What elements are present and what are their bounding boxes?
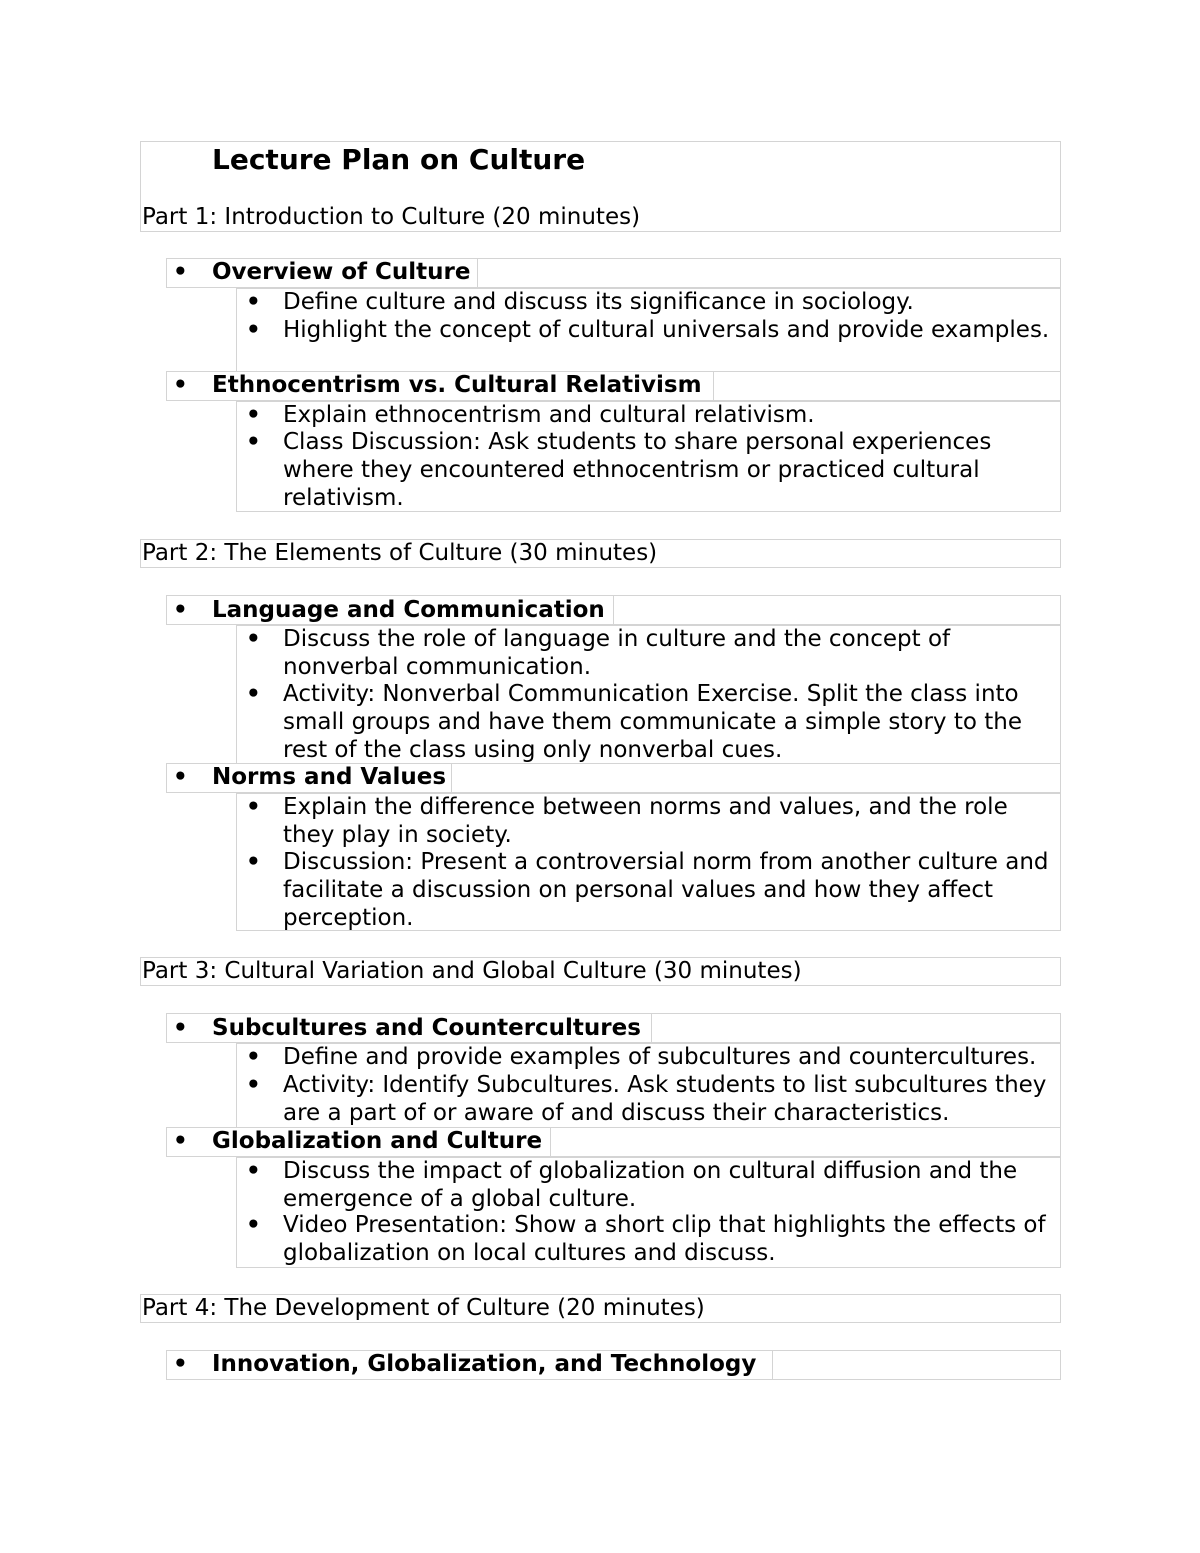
bullet-icon: • (173, 1128, 188, 1154)
bullet-icon: • (246, 681, 261, 707)
topic-label: Subcultures and Countercultures (212, 1015, 641, 1041)
topic-label: Language and Communication (212, 597, 605, 623)
part-heading-2: Part 2: The Elements of Culture (30 minutes) (142, 540, 658, 566)
bullet-icon: • (173, 372, 188, 398)
list-item: • Activity: Nonverbal Communication Exercise. Split the class into small groups and have them communicate a simple story to the rest of the class using only nonverbal cues. (246, 681, 1022, 763)
topic-label: Ethnocentrism vs. Cultural Relativism (212, 372, 702, 398)
list-item: • Discuss the impact of globalization on cultural diffusion and the emergence of a global culture. (246, 1158, 1018, 1212)
list-item: • Explain ethnocentrism and cultural relativism. (246, 402, 815, 428)
part-heading-4: Part 4: The Development of Culture (20 minutes) (142, 1295, 705, 1321)
topic-label: Overview of Culture (212, 259, 471, 285)
list-item: • Activity: Identify Subcultures. Ask students to list subcultures they are a part of or aware of and discuss their characteristics. (246, 1072, 1047, 1126)
part-heading-3: Part 3: Cultural Variation and Global Culture (30 minutes) (142, 958, 802, 984)
list-item: • Discussion: Present a controversial norm from another culture and facilitate a discussion on personal values and how they affect perception. (246, 849, 1049, 931)
bullet-icon: • (173, 1015, 188, 1041)
bullet-icon: • (246, 794, 261, 820)
bullet-icon: • (246, 626, 261, 652)
bullet-icon: • (173, 1351, 188, 1377)
list-item: • Explain the difference between norms and values, and the role they play in society. (246, 794, 1008, 848)
topic-label: Innovation, Globalization, and Technology (212, 1351, 757, 1377)
bullet-icon: • (246, 402, 261, 428)
part-heading-1: Part 1: Introduction to Culture (20 minutes) (142, 204, 641, 230)
list-item: • Video Presentation: Show a short clip that highlights the effects of globalization on local cultures and discuss. (246, 1212, 1046, 1266)
bullet-icon: • (246, 1044, 261, 1070)
page-title: Lecture Plan on Culture (212, 143, 586, 176)
bullet-icon: • (173, 764, 188, 790)
topic-label: Norms and Values (212, 764, 447, 790)
list-item: • Class Discussion: Ask students to share personal experiences where they encountered ethnocentrism or practiced cultural relativism. (246, 429, 992, 511)
bullet-icon: • (173, 597, 188, 623)
bullet-icon: • (246, 1212, 261, 1238)
topic-label: Globalization and Culture (212, 1128, 543, 1154)
bullet-icon: • (246, 317, 261, 343)
list-item: • Highlight the concept of cultural universals and provide examples. (246, 317, 1050, 343)
bullet-icon: • (246, 1158, 261, 1184)
list-item: • Discuss the role of language in culture and the concept of nonverbal communication. (246, 626, 951, 680)
bullet-icon: • (246, 289, 261, 315)
bullet-icon: • (246, 1072, 261, 1098)
bullet-icon: • (246, 429, 261, 455)
list-item: • Define and provide examples of subcultures and countercultures. (246, 1044, 1037, 1070)
bullet-icon: • (246, 849, 261, 875)
list-item: • Define culture and discuss its significance in sociology. (246, 289, 914, 315)
bullet-icon: • (173, 259, 188, 285)
